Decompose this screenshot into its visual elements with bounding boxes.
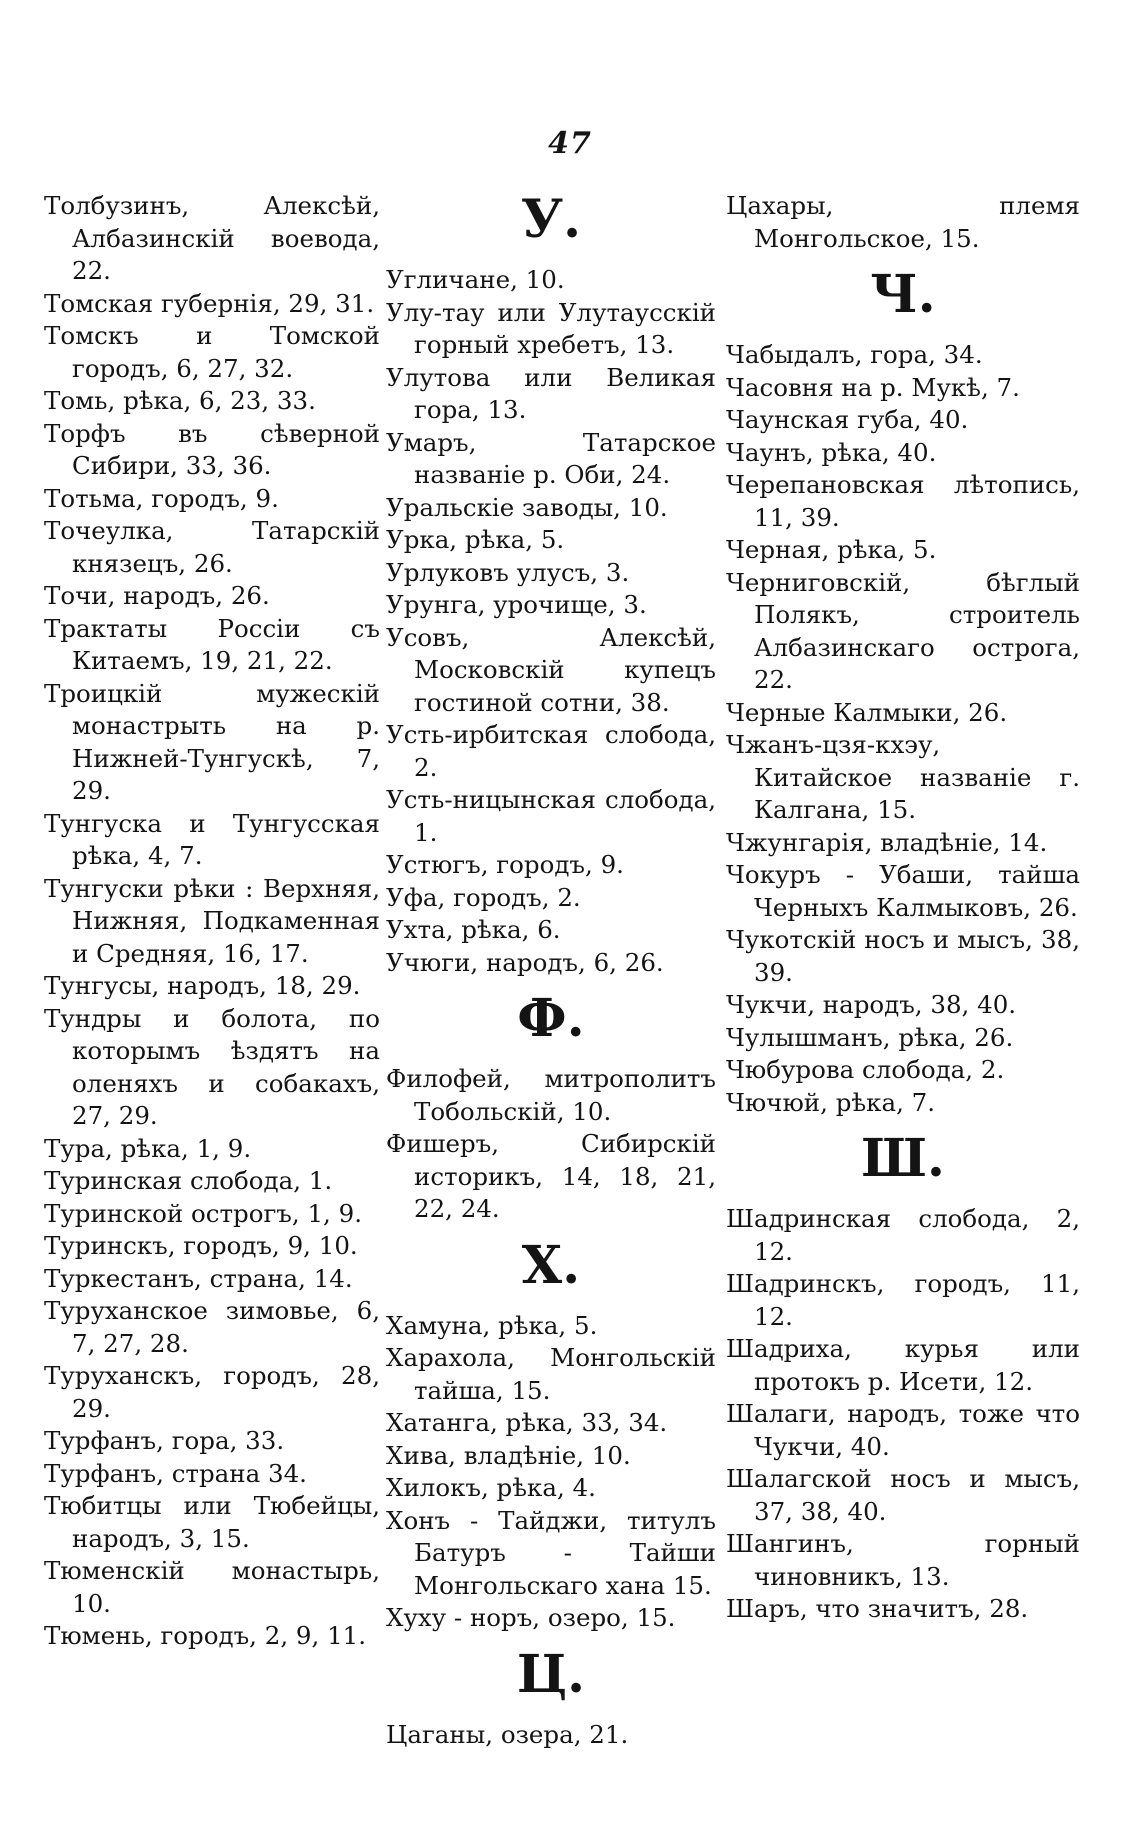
index-column-3 <box>726 190 1080 1626</box>
index-entry: Шадринская слобода, 2, 12. <box>726 1204 1080 1266</box>
index-entry: Уральскіе заводы, 10. <box>386 492 668 522</box>
index-entry: Чукотскій носъ и мысъ, 38, 39. <box>726 925 1080 987</box>
index-entry: Чулышманъ, рѣка, 26. <box>726 1022 1014 1052</box>
index-section <box>386 190 716 979</box>
index-entry: Тотьма, городъ, 9. <box>44 483 279 513</box>
index-entry: Хонъ - Тайджи, титулъ Батуръ - Тайши Монгольскаго хана 15. <box>386 1505 716 1600</box>
index-entry: Чаунская губа, 40. <box>726 405 969 434</box>
index-section <box>726 265 1080 1119</box>
index-entry: Томь, рѣка, 6, 23, 33. <box>44 386 316 415</box>
index-entry: Тунгуски рѣки : Верхняя, Нижняя, Подкаменная и Средняя, 16, 17. <box>44 873 380 968</box>
index-entry: Фишеръ, Сибирскій историкъ, 14, 18, 21, 22, 24. <box>386 1129 716 1223</box>
index-entry: Черная, рѣка, 5. <box>726 535 937 564</box>
index-entry: Устюгъ, городъ, 9. <box>386 850 624 879</box>
index-entry: Туринскъ, городъ, 9, 10. <box>44 1231 358 1260</box>
index-entry: Шалаги, народъ, тоже что Чукчи, 40. <box>726 1399 1080 1461</box>
index-entry: Урунга, урочище, 3. <box>386 590 647 619</box>
index-entry: Чабыдалъ, гора, 34. <box>726 340 983 369</box>
index-entry: Хилокъ, рѣка, 4. <box>386 1473 596 1502</box>
index-entry: Шалагской носъ и мысъ, 37, 38, 40. <box>726 1464 1080 1526</box>
index-entry: Цахары, племя Монгольское, 15. <box>726 191 1080 253</box>
index-entry: Чокуръ - Убаши, тайша Черныхъ Калмыковъ, 26. <box>726 860 1080 922</box>
index-entry: Туруханскъ, городъ, 28, 29. <box>44 1361 380 1423</box>
index-entry: Троицкій мужескій монастрыть на р. Нижней-Тунгускѣ, 7, 29. <box>44 678 380 805</box>
index-column-1 <box>44 190 380 1653</box>
index-entry: Улутова или Великая гора, 13. <box>386 362 716 424</box>
index-entry: Часовня на р. Мукѣ, 7. <box>726 372 1020 402</box>
index-entry: Тунгусы, народъ, 18, 29. <box>44 971 361 1000</box>
index-section <box>386 989 716 1226</box>
index-entry: Томскъ и Томской городъ, 6, 27, 32. <box>44 321 380 383</box>
index-section <box>726 1129 1080 1626</box>
index-entry: Тюменскій монастырь, 10. <box>44 1556 380 1618</box>
index-entry: Хатанга, рѣка, 33, 34. <box>386 1408 668 1437</box>
index-entry: Шаръ, что значитъ, 28. <box>726 1594 1029 1623</box>
index-entry: Тунгуска и Тунгусская рѣка, 4, 7. <box>44 808 380 870</box>
section-letter-heading: Х. <box>521 1234 581 1296</box>
index-entry: Чаунъ, рѣка, 40. <box>726 437 937 467</box>
section-letter-heading: Ч. <box>870 264 936 325</box>
index-entry: Тундры и болота, по которымъ ѣздятъ на оленяхъ и собакахъ, 27, 29. <box>44 1003 380 1130</box>
index-entry: Чюбурова слобода, 2. <box>726 1055 1005 1084</box>
index-entry: Харахола, Монгольскій тайша, 15. <box>386 1343 716 1405</box>
index-entry: Хамуна, рѣка, 5. <box>386 1310 598 1340</box>
index-entry: Усовъ, Алексѣй, Московскій купецъ гостиной сотни, 38. <box>386 622 716 717</box>
index-entry: Филофей, митрополитъ Тобольскій, 10. <box>386 1064 716 1126</box>
index-entry: Урка, рѣка, 5. <box>386 525 565 554</box>
index-entry: Тюбитцы или Тюбейцы, народъ, 3, 15. <box>44 1491 380 1553</box>
index-entry: Учюги, народъ, 6, 26. <box>386 947 664 977</box>
index-entry: Тюмень, городъ, 2, 9, 11. <box>44 1621 367 1650</box>
index-entry: Угличане, 10. <box>386 265 565 294</box>
index-entry: Тура, рѣка, 1, 9. <box>44 1133 252 1163</box>
index-entry: Точеулка, Татарскій князецъ, 26. <box>44 516 380 578</box>
index-column-2 <box>386 190 716 1751</box>
index-entry: Торфъ въ сѣверной Сибири, 33, 36. <box>44 418 380 480</box>
index-entry: Усть-ирбитская слобода, 2. <box>386 720 716 782</box>
index-entry: Улу-тау или Улутаусскій горный хребетъ, 13. <box>386 297 716 359</box>
section-letter-heading: У. <box>520 189 582 250</box>
index-entry: Черниговскій, бѣглый Полякъ, строитель Албазинскаго острога, 22. <box>726 567 1080 694</box>
index-entry: Чукчи, народъ, 38, 40. <box>726 990 1017 1019</box>
index-entry: Цаганы, озера, 21. <box>386 1719 629 1749</box>
index-entry: Ухта, рѣка, 6. <box>386 915 561 944</box>
index-entry: Чжанъ-цзя-кхэу, Китайское названіе г. Калгана, 15. <box>726 730 1080 824</box>
page-number: 47 <box>548 126 592 161</box>
index-entry: Умаръ, Татарское названіе р. Оби, 24. <box>386 427 716 489</box>
index-section <box>44 190 380 1653</box>
index-entry: Усть-ницынская слобода, 1. <box>386 785 716 847</box>
index-entry: Хива, владѣніе, 10. <box>386 1440 631 1470</box>
index-entry: Турфанъ, страна 34. <box>44 1458 307 1488</box>
index-entry: Шадриха, курья или протокъ р. Исети, 12. <box>726 1334 1080 1396</box>
index-entry: Туркестанъ, страна, 14. <box>44 1263 353 1293</box>
index-section <box>386 1236 716 1635</box>
index-entry: Черепановская лѣтопись, 11, 39. <box>726 470 1080 532</box>
index-entry: Шангинъ, горный чиновникъ, 13. <box>726 1529 1080 1591</box>
index-entry: Хуху - норъ, озеро, 15. <box>386 1603 676 1632</box>
section-letter-heading: Ф. <box>517 988 585 1049</box>
section-letter-heading: Ц. <box>516 1643 586 1705</box>
index-entry: Туруханское зимовье, 6, 7, 27, 28. <box>44 1296 380 1358</box>
index-entry: Турфанъ, гора, 33. <box>44 1426 285 1455</box>
index-entry: Туринская слобода, 1. <box>44 1166 333 1195</box>
index-entry: Туринской острогъ, 1, 9. <box>44 1198 362 1228</box>
index-entry: Толбузинъ, Алексѣй, Албазинскій воевода, 22. <box>44 191 380 285</box>
index-entry: Чжунгарія, владѣніе, 14. <box>726 827 1048 857</box>
index-section <box>386 1645 716 1752</box>
index-entry: Томская губернія, 29, 31. <box>44 288 375 318</box>
index-entry: Урлуковъ улусъ, 3. <box>386 557 630 587</box>
index-entry: Уфа, городъ, 2. <box>386 882 581 912</box>
index-entry: Трактаты Россіи съ Китаемъ, 19, 21, 22. <box>44 613 380 675</box>
section-letter-heading: Ш. <box>860 1128 946 1189</box>
index-section <box>726 190 1080 255</box>
index-entry: Шадринскъ, городъ, 11, 12. <box>726 1269 1080 1331</box>
index-entry: Черные Калмыки, 26. <box>726 697 1008 727</box>
index-entry: Чючюй, рѣка, 7. <box>726 1087 936 1117</box>
index-entry: Точи, народъ, 26. <box>44 581 270 610</box>
